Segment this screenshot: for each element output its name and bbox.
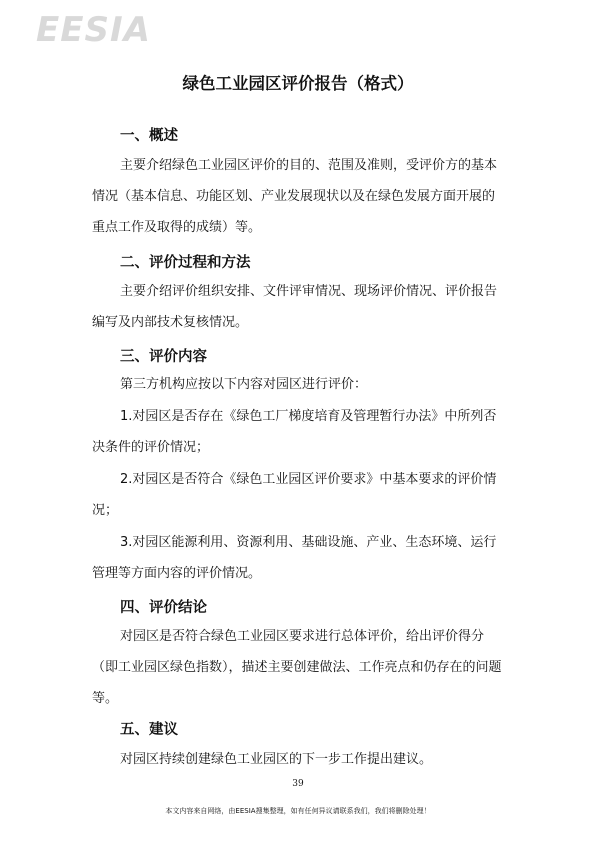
paragraph-content-item-1: 1.对园区是否存在《绿色工厂梯度培育及管理暂行办法》中所列否决条件的评价情况； bbox=[92, 409, 497, 455]
paragraph-content-intro: 第三方机构应按以下内容对园区进行评价： bbox=[120, 377, 368, 392]
eesia-logo: EESIA bbox=[36, 10, 151, 50]
paragraph-content-item-3: 3.对园区能源利用、资源利用、基础设施、产业、生态环境、运行管理等方面内容的评价情况。 bbox=[92, 535, 497, 581]
section-heading-content: 三、评价内容 bbox=[120, 349, 207, 365]
paragraph-overview: 主要介绍绿色工业园区评价的目的、范围及准则，受评价方的基本情况（基本信息、功能区划、产业发展现状以及在绿色发展方面开展的重点工作及取得的成绩）等。 bbox=[92, 158, 498, 235]
paragraph-conclusion: 对园区是否符合绿色工业园区要求进行总体评价，给出评价得分（即工业园区绿色指数），描述主要创建做法、工作亮点和仍存在的问题等。 bbox=[92, 629, 502, 706]
paragraph-process: 主要介绍评价组织安排、文件评审情况、现场评价情况、评价报告编写及内部技术复核情况。 bbox=[92, 284, 498, 330]
paragraph-suggestion: 对园区持续创建绿色工业园区的下一步工作提出建议。 bbox=[120, 752, 433, 767]
paragraph-content-item-2: 2.对园区是否符合《绿色工业园区评价要求》中基本要求的评价情况； bbox=[92, 472, 497, 518]
section-heading-conclusion: 四、评价结论 bbox=[120, 600, 207, 616]
page-number: 39 bbox=[292, 779, 304, 789]
section-heading-suggestion: 五、建议 bbox=[120, 722, 178, 738]
section-heading-process: 二、评价过程和方法 bbox=[120, 255, 251, 271]
page-title: 绿色工业园区评价报告（格式） bbox=[182, 74, 414, 93]
footer-disclaimer: 本文内容来自网络，由EESIA搜集整理，如有任何异议请联系我们，我们将删除处理！ bbox=[165, 807, 431, 815]
section-heading-overview: 一、概述 bbox=[120, 128, 178, 144]
